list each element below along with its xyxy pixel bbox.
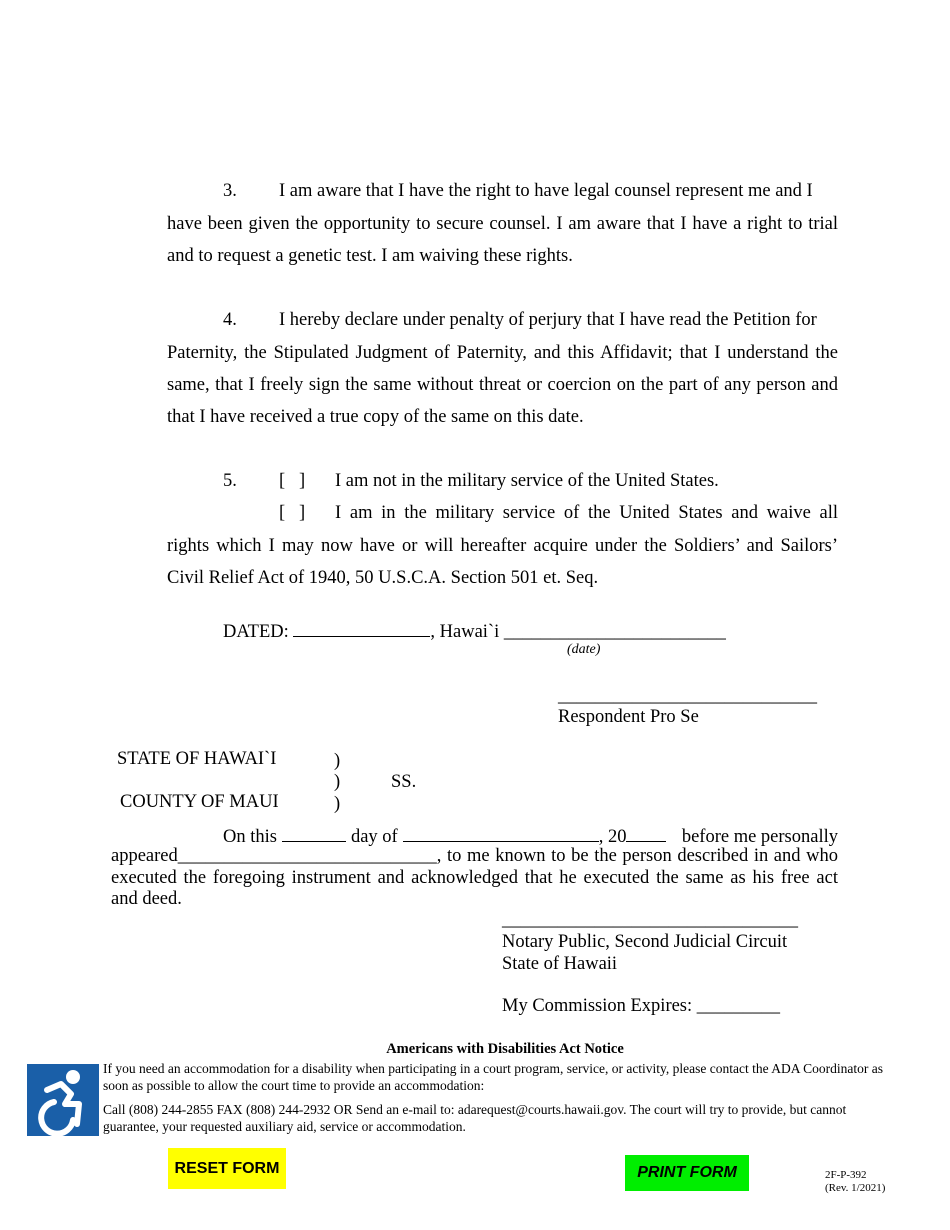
notary-year-prefix: , 20 — [598, 827, 627, 847]
dated-line — [223, 620, 726, 643]
accessibility-icon — [27, 1064, 99, 1136]
notary-on-this: On this — [223, 827, 277, 847]
venue-state: STATE OF HAWAI`I — [117, 749, 277, 769]
notary-first-line — [223, 825, 838, 848]
military-option-serving-body: rights which I may now have or will hereafter acquire under the Soldiers’ and Sailors’ Civil Relief Act of 1940, 50 U.S.C.A. Section 501 et. Seq. — [167, 536, 838, 588]
notary-title: Notary Public, Second Judicial Circuit — [502, 932, 788, 952]
military-option-serving-first-line: I am in the military service of the United States and waive all — [335, 503, 838, 523]
notary-before-me: before me personally — [681, 827, 838, 847]
paragraph-3-first-line: I am aware that I have the right to have legal counsel represent me and I — [279, 181, 813, 201]
reset-form-button[interactable]: RESET FORM — [168, 1148, 286, 1189]
notary-state: State of Hawaii — [502, 954, 618, 974]
dated-label: DATED: — [223, 622, 289, 642]
notary-body-text: , to me known to be the person described in and who executed the foregoing instrument and acknowledged that he executed the same as his free act and deed. — [111, 846, 838, 909]
paragraph-4-number: 4. — [223, 310, 237, 330]
ada-notice-text-1: If you need an accommodation for a disability when participating in a court program, service, or activity, please contact the ADA Coordinator as soon as possible to allow the court time to provide an accommodation: — [103, 1061, 884, 1093]
notary-signature-line[interactable]: ________________________________ — [502, 910, 798, 930]
dated-place-blank[interactable] — [293, 620, 430, 637]
venue-paren-2: ) — [334, 772, 341, 792]
dated-place: , Hawai`i — [430, 622, 500, 642]
notary-appeared: appeared — [111, 846, 178, 866]
notary-commission-expires[interactable]: My Commission Expires: _________ — [502, 996, 781, 1016]
venue-ss: SS. — [391, 772, 417, 792]
date-caption: (date) — [567, 642, 601, 657]
notary-day-blank[interactable] — [282, 825, 346, 842]
notary-day-of: day of — [350, 827, 398, 847]
notary-year-blank[interactable] — [626, 825, 666, 842]
ada-notice-text-2: Call (808) 244-2855 FAX (808) 244-2932 OR Send an e-mail to: adarequest@courts.hawaii.gov. The court will try to provide, but cannot guarantee, your requested auxiliary aid, service or accommodation. — [103, 1102, 847, 1134]
respondent-signature-label: Respondent Pro Se — [558, 707, 699, 727]
form-revision: (Rev. 1/2021) — [825, 1182, 886, 1194]
respondent-signature-line[interactable]: ____________________________ — [558, 686, 817, 706]
venue-county: COUNTY OF MAUI — [120, 792, 279, 812]
paragraph-3-body: have been given the opportunity to secure counsel. I am aware that I have a right to trial and to request a genetic test. I am waiving these rights. — [167, 214, 838, 266]
notary-appeared-blank[interactable]: ____________________________ — [177, 846, 437, 866]
military-checkbox-not-serving[interactable]: [ ] — [279, 471, 306, 491]
paragraph-4-body: Paternity, the Stipulated Judgment of Paternity, and this Affidavit; that I understand the same, that I freely sign the same without threat or coercion on the part of any person and that I have received a true copy of the same on this date. — [167, 343, 838, 427]
form-number: 2F-P-392 — [825, 1169, 867, 1181]
military-option-not-serving: I am not in the military service of the United States. — [335, 471, 719, 491]
paragraph-5-number: 5. — [223, 471, 237, 491]
venue-paren-1: ) — [334, 751, 341, 771]
venue-paren-3: ) — [334, 794, 341, 814]
dated-date-blank[interactable]: ________________________ — [503, 622, 726, 642]
notary-body — [111, 846, 838, 911]
notary-month-blank[interactable] — [403, 825, 599, 842]
ada-notice-title: Americans with Disabilities Act Notice — [386, 1041, 624, 1057]
print-form-button[interactable]: PRINT FORM — [625, 1155, 749, 1191]
paragraph-4-first-line: I hereby declare under penalty of perjury that I have read the Petition for — [279, 310, 817, 330]
military-checkbox-serving[interactable]: [ ] — [279, 503, 306, 523]
paragraph-3-number: 3. — [223, 181, 237, 201]
